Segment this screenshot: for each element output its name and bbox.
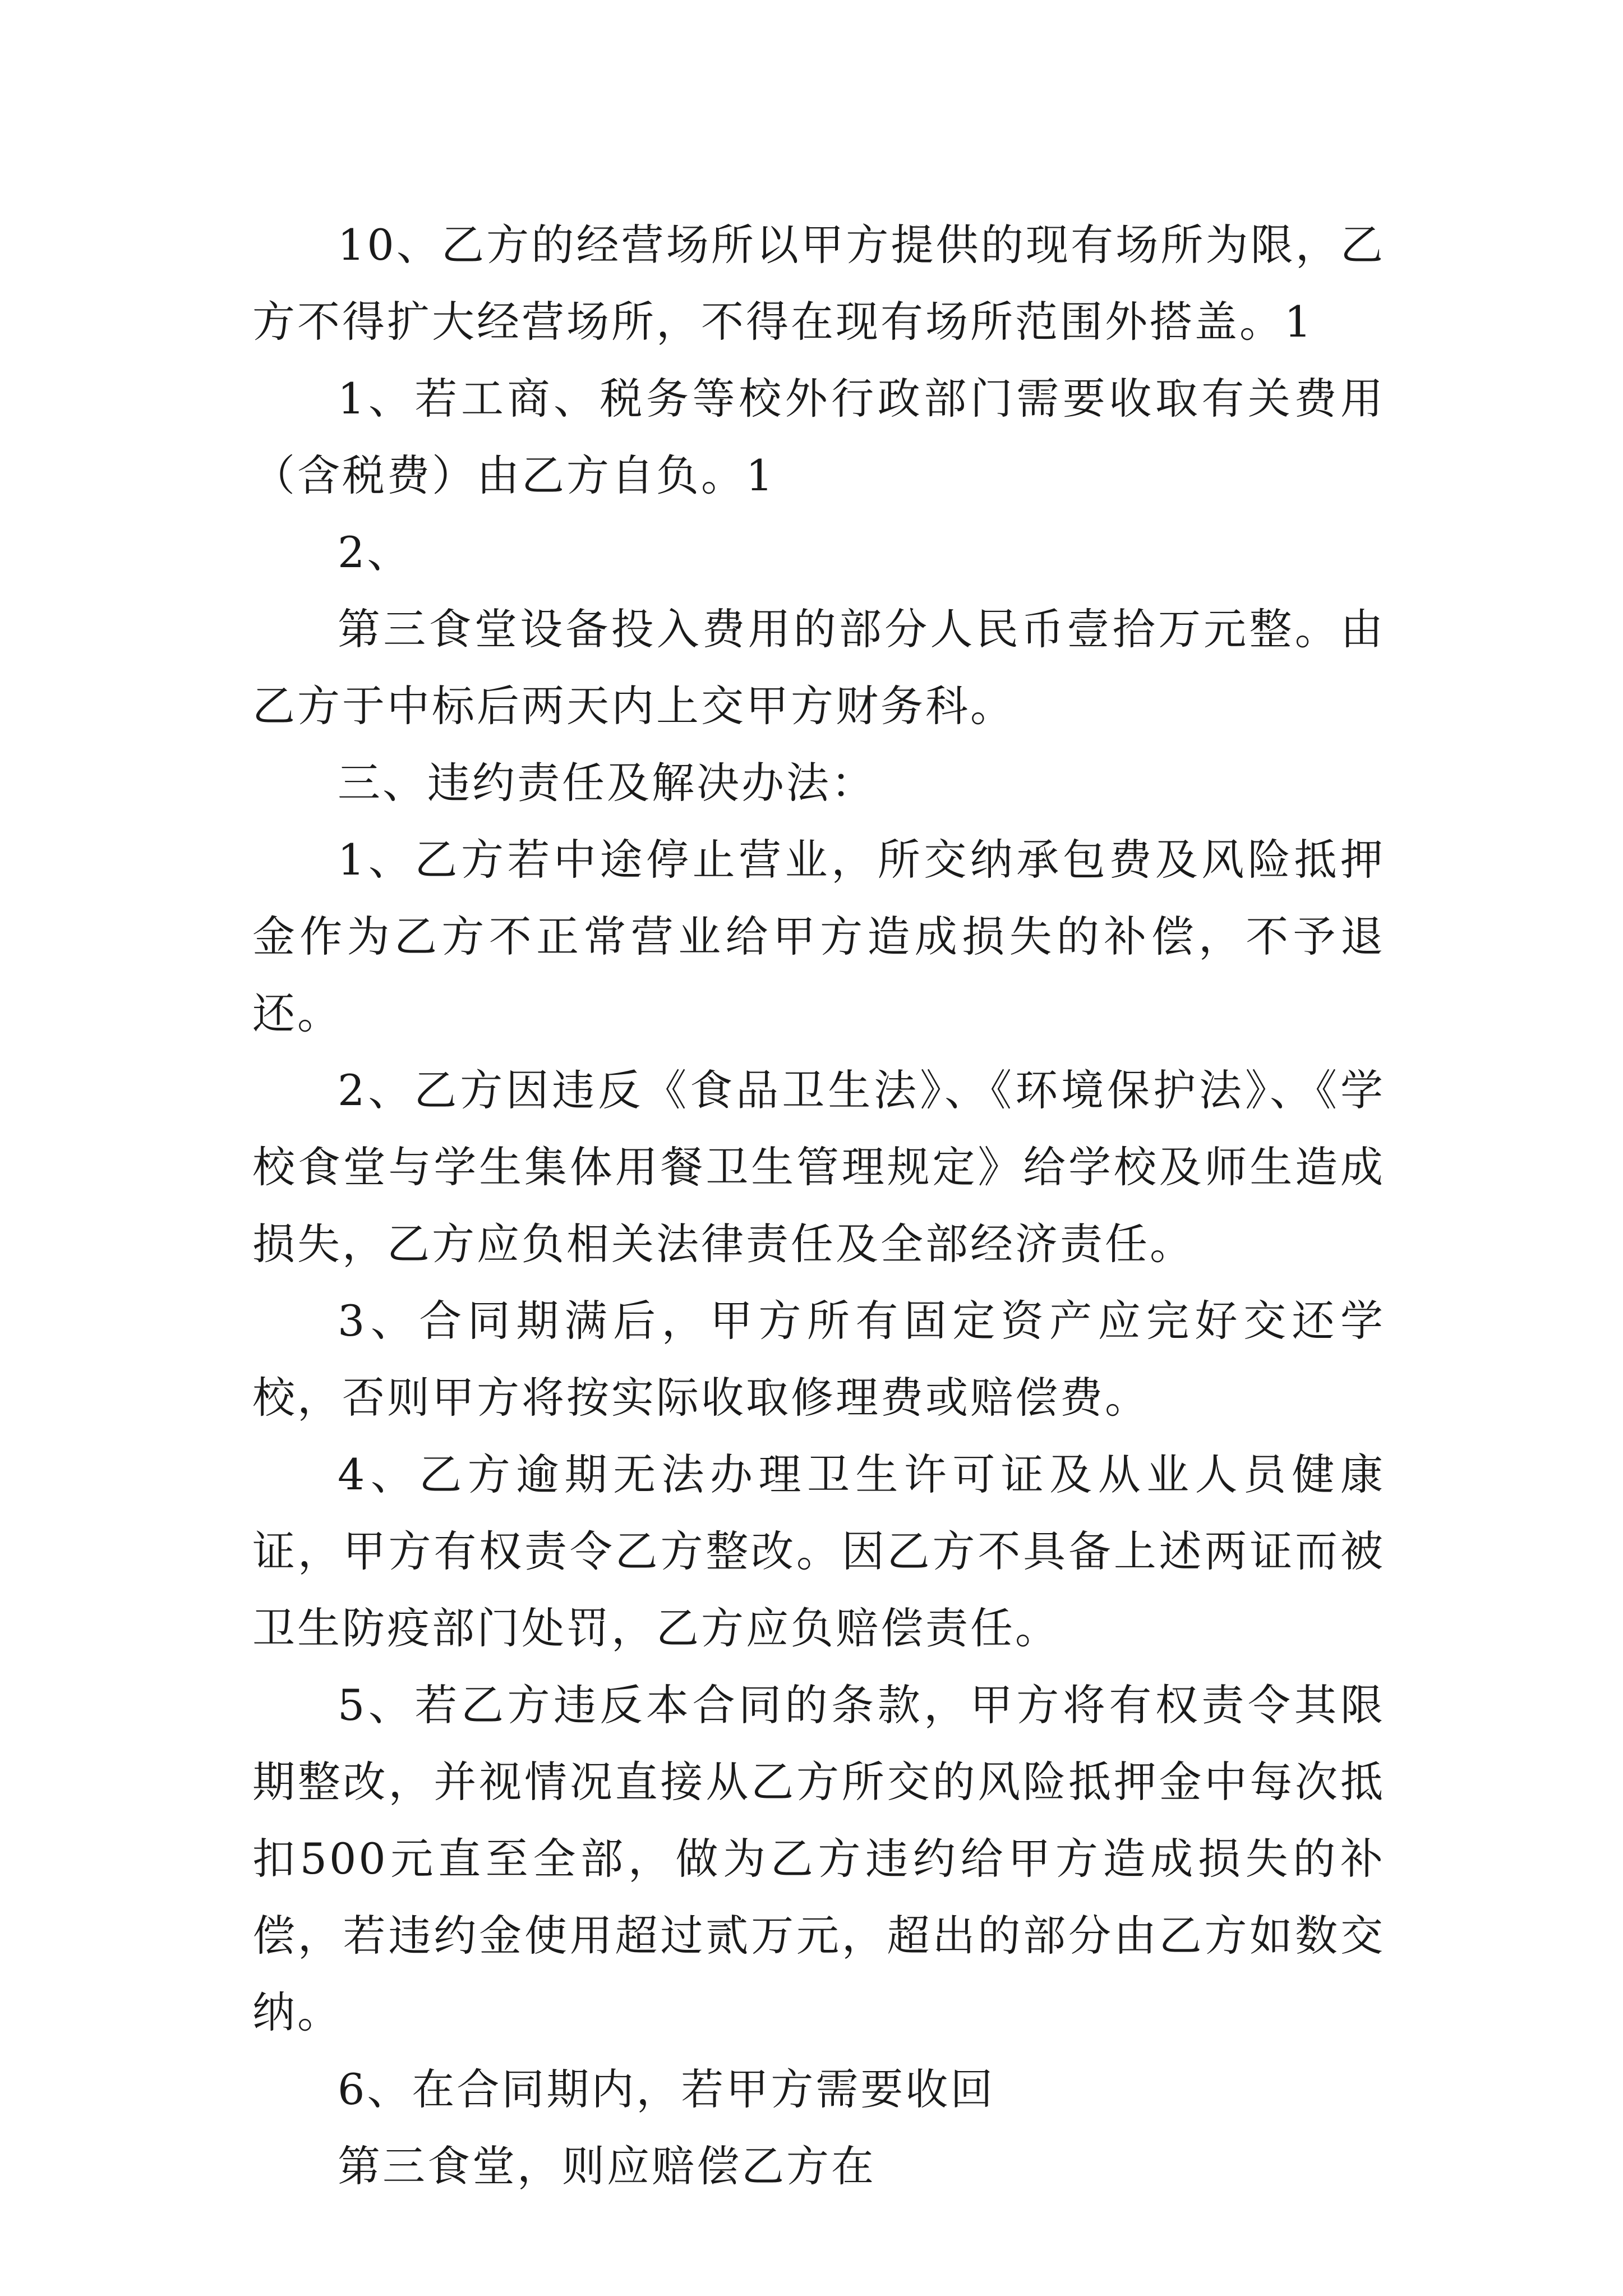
paragraph-4: 第三食堂设备投入费用的部分人民币壹拾万元整。由乙方于中标后两天内上交甲方财务科。 (252, 604, 1385, 731)
paragraph-3: 2、 (338, 527, 412, 577)
paragraph-1: 10、乙方的经营场所以甲方提供的现有场所为限，乙方不得扩大经营场所，不得在现有场所范围外搭盖。1 (252, 220, 1385, 347)
paragraph-8: 3、合同期满后，甲方所有固定资产应完好交还学校，否则甲方将按实际收取修理费或赔偿费。 (252, 1296, 1385, 1423)
paragraph-12: 第三食堂，则应赔偿乙方在 (338, 2141, 876, 2191)
paragraph-2: 1、若工商、税务等校外行政部门需要收取有关费用（含税费）由乙方自负。1 (252, 374, 1385, 500)
paragraph-9: 4、乙方逾期无法办理卫生许可证及从业人员健康证，甲方有权责令乙方整改。因乙方不具备上述两证而被卫生防疫部门处罚，乙方应负赔偿责任。 (252, 1450, 1385, 1653)
paragraph-11: 6、在合同期内，若甲方需要收回 (338, 2064, 995, 2114)
document-body (252, 206, 1385, 2205)
paragraph-7: 2、乙方因违反《食品卫生法》、《环境保护法》、《学校食堂与学生集体用餐卫生管理规定》给学校及师生造成损失，乙方应负相关法律责任及全部经济责任。 (252, 1065, 1385, 1269)
paragraph-5: 三、违约责任及解决办法： (338, 758, 876, 808)
paragraph-6: 1、乙方若中途停止营业，所交纳承包费及风险抵押金作为乙方不正常营业给甲方造成损失的补偿，不予退还。 (252, 835, 1385, 1038)
paragraph-10: 5、若乙方违反本合同的条款，甲方将有权责令其限期整改，并视情况直接从乙方所交的风险抵押金中每次抵扣500元直至全部，做为乙方违约给甲方造成损失的补偿，若违约金使用超过贰万元，超出的部分由乙方如数交纳。 (252, 1680, 1385, 2037)
